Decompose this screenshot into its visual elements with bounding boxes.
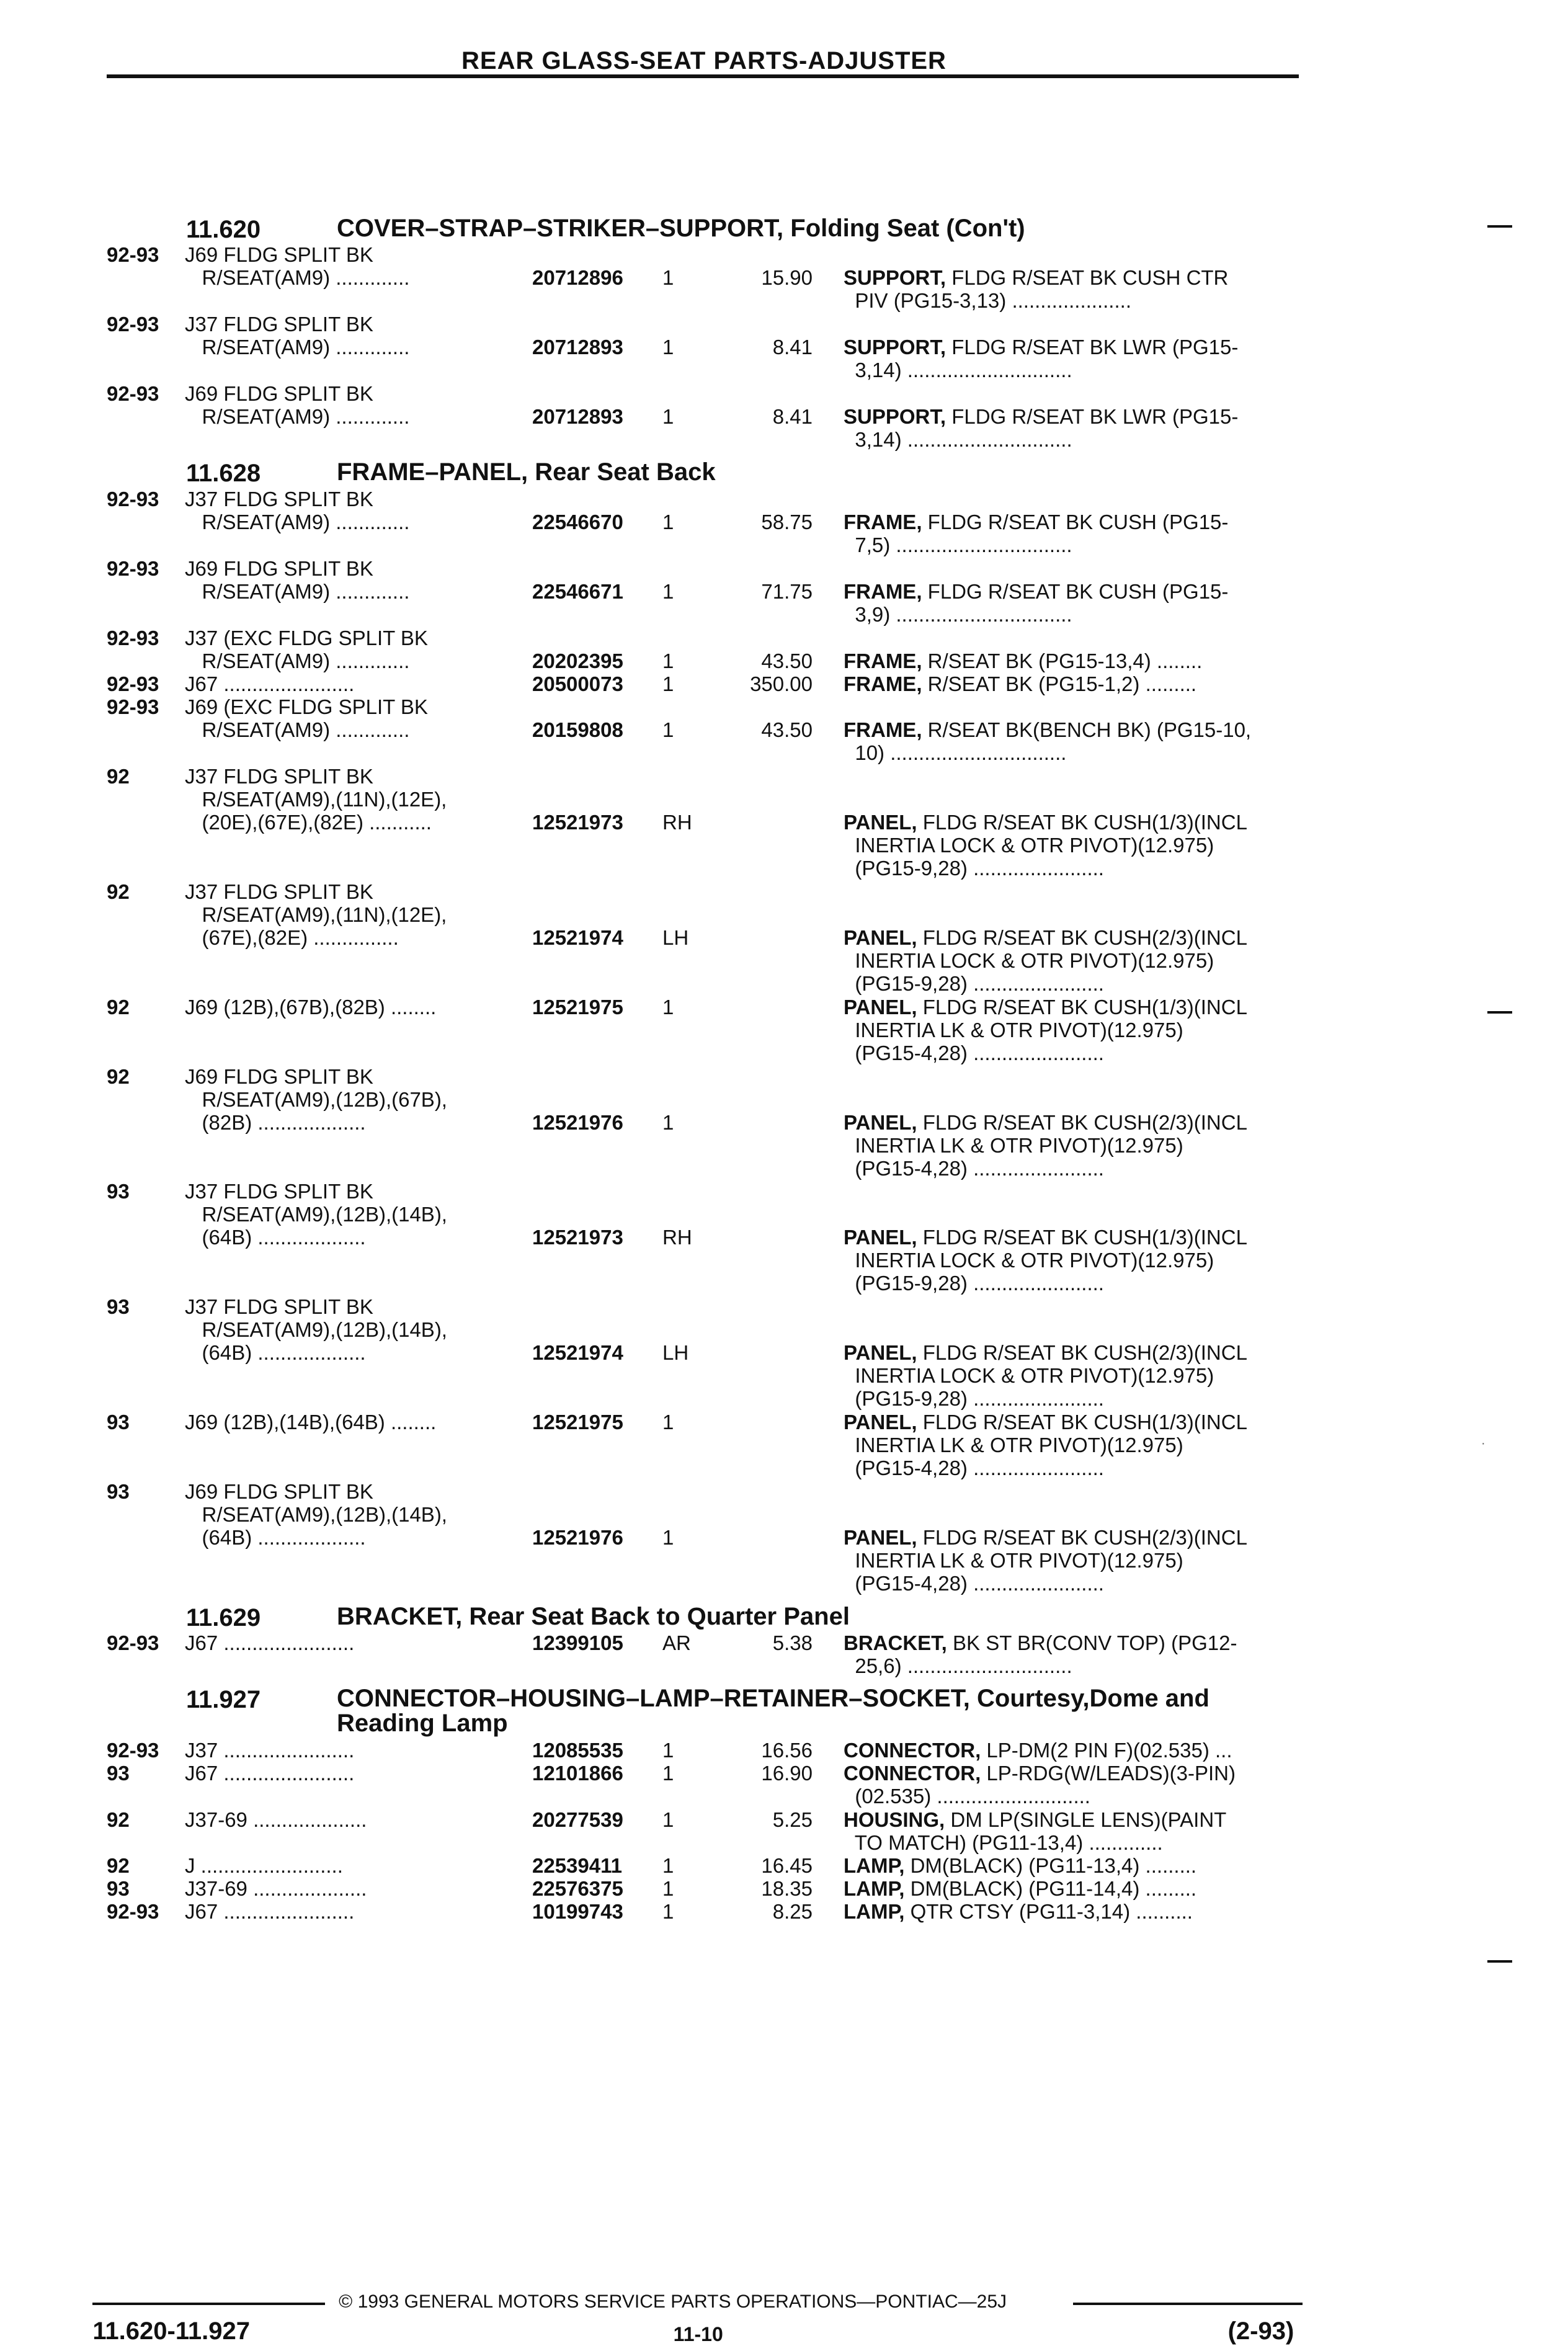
model-year: 92-93 (107, 243, 159, 267)
part-detail: INERTIA LK & OTR PIVOT)(12.975) (844, 1434, 1183, 1457)
quantity: 1 (662, 266, 674, 290)
part-description (844, 1249, 1214, 1272)
part-detail: R/SEAT BK(BENCH BK) (PG15-10, (922, 718, 1252, 741)
application: J69 FLDG SPLIT BK (185, 1480, 373, 1504)
application: J37 FLDG SPLIT BK (185, 488, 373, 511)
part-name: CONNECTOR, (844, 1739, 981, 1762)
part-description (844, 1785, 1090, 1808)
application: J69 FLDG SPLIT BK (185, 382, 373, 406)
model-year: 93 (107, 1480, 130, 1504)
price: 8.41 (772, 336, 813, 359)
application: R/SEAT(AM9) ............. (185, 649, 410, 672)
part-description (844, 1341, 1247, 1364)
part-description (844, 1387, 1104, 1410)
part-detail: 3,14) ............................. (844, 359, 1072, 382)
part-description (844, 1226, 1247, 1249)
quantity: 1 (662, 995, 674, 1019)
model-year: 93 (107, 1877, 130, 1901)
footer-section-range: 11.620-11.927 (92, 2317, 250, 2345)
model-year: 92-93 (107, 1900, 159, 1924)
part-detail: FLDG R/SEAT BK LWR (PG15- (946, 336, 1239, 359)
footer-copyright: © 1993 GENERAL MOTORS SERVICE PARTS OPERATIONS—PONTIAC—25J (339, 2291, 1007, 2312)
part-detail: FLDG R/SEAT BK CUSH (PG15- (922, 579, 1229, 603)
page-title: REAR GLASS-SEAT PARTS-ADJUSTER (461, 47, 947, 74)
quantity: RH (662, 1226, 692, 1249)
part-number: 20712896 (532, 266, 623, 290)
quantity: 1 (662, 336, 674, 359)
part-detail: INERTIA LOCK & OTR PIVOT)(12.975) (844, 948, 1214, 972)
footer-page-number: 11-10 (673, 2323, 723, 2346)
part-name: FRAME, (844, 511, 922, 534)
part-description (844, 603, 1072, 626)
application: J67 ....................... (185, 672, 355, 695)
part-number: 12521976 (532, 1110, 623, 1134)
part-number: 12521973 (532, 810, 623, 834)
application: J37 FLDG SPLIT BK (185, 880, 373, 903)
part-detail: FLDG R/SEAT BK CUSH(2/3)(INCL (917, 1526, 1247, 1550)
margin-mark (1487, 1011, 1512, 1014)
application: J69 FLDG SPLIT BK (185, 556, 373, 580)
part-description (844, 1900, 1193, 1923)
part-number: 12521975 (532, 1411, 623, 1434)
part-detail: DM(BLACK) (PG11-13,4) ......... (904, 1854, 1197, 1877)
quantity: 1 (662, 1900, 674, 1924)
application: (64B) ................... (185, 1341, 366, 1365)
footer-rule-left (92, 2303, 325, 2305)
part-detail: QTR CTSY (PG11-3,14) .......... (904, 1900, 1193, 1924)
application: J69 (12B),(14B),(64B) ........ (185, 1411, 437, 1434)
application: J67 ....................... (185, 1762, 355, 1785)
part-detail: FLDG R/SEAT BK CUSH(1/3)(INCL (917, 995, 1247, 1019)
part-description (844, 1739, 1232, 1762)
part-detail: (PG15-9,28) ....................... (844, 856, 1104, 880)
application: (82B) ................... (185, 1110, 366, 1134)
part-detail: LP-RDG(W/LEADS)(3-PIN) (981, 1762, 1236, 1785)
model-year: 92-93 (107, 626, 159, 649)
quantity: 1 (662, 718, 674, 741)
application: J69 (EXC FLDG SPLIT BK (185, 695, 428, 718)
application: R/SEAT(AM9),(12B),(67B), (185, 1087, 447, 1111)
model-year: 93 (107, 1762, 130, 1785)
part-description (844, 533, 1072, 556)
application: J67 ....................... (185, 1631, 355, 1655)
model-year: 92 (107, 995, 130, 1019)
part-detail: INERTIA LK & OTR PIVOT)(12.975) (844, 1549, 1183, 1572)
application: R/SEAT(AM9),(12B),(14B), (185, 1318, 447, 1342)
part-description (844, 1854, 1196, 1877)
quantity: 1 (662, 579, 674, 603)
part-number: 22576375 (532, 1877, 623, 1901)
part-number: 10199743 (532, 1900, 623, 1924)
part-detail: INERTIA LOCK & OTR PIVOT)(12.975) (844, 1364, 1214, 1388)
application: J ......................... (185, 1854, 343, 1877)
part-description (844, 359, 1072, 381)
application: J37 FLDG SPLIT BK (185, 764, 373, 788)
part-detail: FLDG R/SEAT BK CUSH(2/3)(INCL (917, 925, 1247, 949)
price: 16.90 (761, 1762, 813, 1785)
part-detail: (PG15-4,28) ....................... (844, 1156, 1104, 1180)
part-name: SUPPORT, (844, 336, 947, 359)
part-detail: 3,14) ............................. (844, 428, 1072, 452)
part-name: PANEL, (844, 1226, 917, 1249)
part-description (844, 1364, 1214, 1387)
part-number: 12101866 (532, 1762, 623, 1785)
application: J37 FLDG SPLIT BK (185, 1295, 373, 1319)
margin-speck: · (1481, 1437, 1486, 1450)
quantity: 1 (662, 1877, 674, 1901)
part-number: 12521976 (532, 1526, 623, 1550)
model-year: 92-93 (107, 313, 159, 336)
application: J37-69 .................... (185, 1808, 367, 1831)
part-description (844, 266, 1228, 289)
part-name: FRAME, (844, 718, 922, 741)
part-description (844, 1157, 1104, 1180)
part-name: FRAME, (844, 579, 922, 603)
price: 16.45 (761, 1854, 813, 1877)
margin-mark (1487, 225, 1512, 228)
part-detail: INERTIA LOCK & OTR PIVOT)(12.975) (844, 1249, 1214, 1272)
model-year: 92 (107, 1064, 130, 1088)
part-description (844, 1808, 1226, 1831)
part-detail: (PG15-9,28) ....................... (844, 1387, 1104, 1411)
part-name: HOUSING, (844, 1808, 945, 1831)
part-detail: DM LP(SINGLE LENS)(PAINT (945, 1808, 1227, 1831)
model-year: 92-93 (107, 1739, 159, 1762)
section-number: 11.629 (186, 1603, 261, 1631)
price: 5.38 (772, 1631, 813, 1655)
part-name: BRACKET, (844, 1631, 947, 1655)
price: 43.50 (761, 649, 813, 672)
section-number: 11.927 (186, 1686, 261, 1714)
part-description (844, 511, 1228, 533)
application: R/SEAT(AM9) ............. (185, 336, 410, 359)
part-name: PANEL, (844, 1341, 917, 1365)
price: 71.75 (761, 579, 813, 603)
footer-rule-right (1073, 2303, 1303, 2305)
part-description (844, 811, 1247, 834)
application: (64B) ................... (185, 1526, 366, 1550)
part-description (844, 718, 1251, 741)
application: J69 FLDG SPLIT BK (185, 243, 373, 267)
quantity: LH (662, 1341, 689, 1365)
price: 16.56 (761, 1739, 813, 1762)
part-description (844, 949, 1214, 972)
application: R/SEAT(AM9),(11N),(12E), (185, 903, 447, 926)
part-detail: FLDG R/SEAT BK CUSH CTR (946, 266, 1229, 290)
price: 5.25 (772, 1808, 813, 1831)
part-detail: (PG15-9,28) ....................... (844, 1272, 1104, 1295)
part-detail: (PG15-9,28) ....................... (844, 971, 1104, 995)
part-detail: 25,6) ............................. (844, 1654, 1072, 1678)
application: R/SEAT(AM9) ............. (185, 718, 410, 741)
price: 8.41 (772, 405, 813, 429)
part-detail: FLDG R/SEAT BK CUSH(2/3)(INCL (917, 1110, 1247, 1134)
part-detail: 7,5) ............................... (844, 533, 1072, 557)
application: (64B) ................... (185, 1226, 366, 1249)
part-detail: BK ST BR(CONV TOP) (PG12- (947, 1631, 1237, 1655)
section-title: CONNECTOR–HOUSING–LAMP–RETAINER–SOCKET, Courtesy,Dome and Reading Lamp (337, 1685, 1209, 1737)
part-description (844, 996, 1247, 1019)
price: 15.90 (761, 266, 813, 290)
part-name: LAMP, (844, 1854, 905, 1877)
application: J37 ....................... (185, 1739, 355, 1762)
part-detail: R/SEAT BK (PG15-1,2) ......... (922, 672, 1197, 695)
part-detail: (PG15-4,28) ....................... (844, 1041, 1104, 1064)
part-name: LAMP, (844, 1877, 905, 1901)
part-name: SUPPORT, (844, 405, 947, 429)
part-number: 12399105 (532, 1631, 623, 1655)
model-year: 93 (107, 1295, 130, 1319)
part-detail: INERTIA LOCK & OTR PIVOT)(12.975) (844, 833, 1214, 857)
application: J69 (12B),(67B),(82B) ........ (185, 995, 437, 1019)
part-detail: 10) ............................... (844, 741, 1067, 764)
quantity: 1 (662, 1739, 674, 1762)
model-year: 92-93 (107, 556, 159, 580)
quantity: AR (662, 1631, 691, 1655)
quantity: 1 (662, 1808, 674, 1831)
quantity: 1 (662, 1526, 674, 1550)
part-description (844, 1631, 1237, 1654)
part-description (844, 1134, 1183, 1157)
part-detail: PIV (PG15-3,13) ..................... (844, 289, 1131, 313)
quantity: 1 (662, 1110, 674, 1134)
part-description (844, 972, 1104, 995)
part-description (844, 1041, 1104, 1064)
quantity: 1 (662, 405, 674, 429)
section-title: COVER–STRAP–STRIKER–SUPPORT, Folding Seat (Con't) (337, 214, 1025, 242)
model-year: 92 (107, 880, 130, 903)
part-description (844, 1019, 1183, 1041)
part-detail: FLDG R/SEAT BK CUSH(2/3)(INCL (917, 1341, 1247, 1365)
model-year: 93 (107, 1180, 130, 1203)
quantity: 1 (662, 649, 674, 672)
part-description (844, 1831, 1163, 1854)
part-number: 12521973 (532, 1226, 623, 1249)
part-number: 12521974 (532, 1341, 623, 1365)
price: 18.35 (761, 1877, 813, 1901)
application: R/SEAT(AM9),(12B),(14B), (185, 1503, 447, 1527)
part-description (844, 1434, 1183, 1456)
model-year: 92-93 (107, 695, 159, 718)
part-description (844, 1456, 1104, 1479)
quantity: 1 (662, 511, 674, 534)
part-description (844, 336, 1238, 359)
application: (67E),(82E) ............... (185, 925, 399, 949)
part-number: 20712893 (532, 405, 623, 429)
model-year: 93 (107, 1411, 130, 1434)
quantity: 1 (662, 1762, 674, 1785)
part-number: 22539411 (532, 1854, 623, 1877)
price: 58.75 (761, 511, 813, 534)
part-description (844, 834, 1214, 857)
quantity: RH (662, 810, 692, 834)
part-name: PANEL, (844, 1411, 917, 1434)
quantity: LH (662, 925, 689, 949)
part-name: SUPPORT, (844, 266, 947, 290)
model-year: 92-93 (107, 672, 159, 695)
part-number: 20202395 (532, 649, 623, 672)
application: R/SEAT(AM9) ............. (185, 579, 410, 603)
part-description (844, 1549, 1183, 1572)
model-year: 92-93 (107, 382, 159, 406)
part-description (844, 428, 1072, 451)
part-number: 22546670 (532, 511, 623, 534)
part-name: PANEL, (844, 1110, 917, 1134)
section-number: 11.628 (186, 460, 261, 488)
application: J69 FLDG SPLIT BK (185, 1064, 373, 1088)
application: J37 FLDG SPLIT BK (185, 313, 373, 336)
part-detail: R/SEAT BK (PG15-13,4) ........ (922, 649, 1203, 672)
price: 43.50 (761, 718, 813, 741)
part-detail: INERTIA LK & OTR PIVOT)(12.975) (844, 1018, 1183, 1041)
part-name: FRAME, (844, 649, 922, 672)
part-description (844, 741, 1066, 764)
part-detail: INERTIA LK & OTR PIVOT)(12.975) (844, 1133, 1183, 1157)
part-detail: FLDG R/SEAT BK CUSH(1/3)(INCL (917, 810, 1247, 834)
part-description (844, 1526, 1247, 1549)
part-number: 20712893 (532, 336, 623, 359)
application: R/SEAT(AM9) ............. (185, 511, 410, 534)
part-detail: LP-DM(2 PIN F)(02.535) ... (981, 1739, 1232, 1762)
application: R/SEAT(AM9),(12B),(14B), (185, 1203, 447, 1226)
model-year: 92 (107, 1808, 130, 1831)
part-detail: FLDG R/SEAT BK CUSH(1/3)(INCL (917, 1411, 1247, 1434)
application: J37 (EXC FLDG SPLIT BK (185, 626, 428, 649)
section-title: FRAME–PANEL, Rear Seat Back (337, 458, 716, 486)
part-description (844, 1654, 1072, 1677)
part-name: PANEL, (844, 925, 917, 949)
section-title: BRACKET, Rear Seat Back to Quarter Panel (337, 1602, 850, 1630)
margin-mark (1487, 1960, 1512, 1963)
application: J37-69 .................... (185, 1877, 367, 1901)
part-number: 20277539 (532, 1808, 623, 1831)
footer-date: (2-93) (1227, 2317, 1294, 2345)
quantity: 1 (662, 1854, 674, 1877)
part-detail: (PG15-4,28) ....................... (844, 1456, 1104, 1480)
part-detail: DM(BLACK) (PG11-14,4) ......... (904, 1877, 1197, 1901)
part-description (844, 857, 1104, 880)
model-year: 92 (107, 764, 130, 788)
part-detail: (02.535) ........................... (844, 1785, 1090, 1808)
part-description (844, 1411, 1247, 1434)
part-name: PANEL, (844, 1526, 917, 1550)
part-detail: FLDG R/SEAT BK CUSH (PG15- (922, 511, 1229, 534)
part-description (844, 926, 1247, 949)
part-detail: TO MATCH) (PG11-13,4) ............. (844, 1831, 1163, 1854)
part-description (844, 1762, 1236, 1785)
part-detail: FLDG R/SEAT BK CUSH(1/3)(INCL (917, 1226, 1247, 1249)
application: R/SEAT(AM9) ............. (185, 405, 410, 429)
part-description (844, 672, 1196, 695)
part-number: 22546671 (532, 579, 623, 603)
price: 350.00 (750, 672, 813, 695)
model-year: 92-93 (107, 488, 159, 511)
section-number: 11.620 (186, 215, 261, 243)
part-description (844, 1572, 1104, 1595)
part-description (844, 649, 1202, 672)
part-number: 20159808 (532, 718, 623, 741)
model-year: 92-93 (107, 1631, 159, 1655)
quantity: 1 (662, 1411, 674, 1434)
application: J37 FLDG SPLIT BK (185, 1180, 373, 1203)
application: (20E),(67E),(82E) ........... (185, 810, 432, 834)
part-description (844, 289, 1131, 312)
part-number: 20500073 (532, 672, 623, 695)
part-name: PANEL, (844, 995, 917, 1019)
part-description (844, 1111, 1247, 1134)
part-detail: (PG15-4,28) ....................... (844, 1572, 1104, 1595)
price: 8.25 (772, 1900, 813, 1924)
part-number: 12521975 (532, 995, 623, 1019)
model-year: 92 (107, 1854, 130, 1877)
part-description (844, 1272, 1104, 1295)
part-number: 12521974 (532, 925, 623, 949)
application: R/SEAT(AM9) ............. (185, 266, 410, 290)
part-name: CONNECTOR, (844, 1762, 981, 1785)
part-detail: FLDG R/SEAT BK LWR (PG15- (946, 405, 1239, 429)
part-name: LAMP, (844, 1900, 905, 1924)
application: J67 ....................... (185, 1900, 355, 1924)
part-number: 12085535 (532, 1739, 623, 1762)
part-detail: 3,9) ............................... (844, 602, 1072, 626)
part-description (844, 580, 1228, 603)
part-name: PANEL, (844, 810, 917, 834)
part-name: FRAME, (844, 672, 922, 695)
part-description (844, 1877, 1196, 1900)
quantity: 1 (662, 672, 674, 695)
application: R/SEAT(AM9),(11N),(12E), (185, 787, 447, 811)
part-description (844, 405, 1238, 428)
